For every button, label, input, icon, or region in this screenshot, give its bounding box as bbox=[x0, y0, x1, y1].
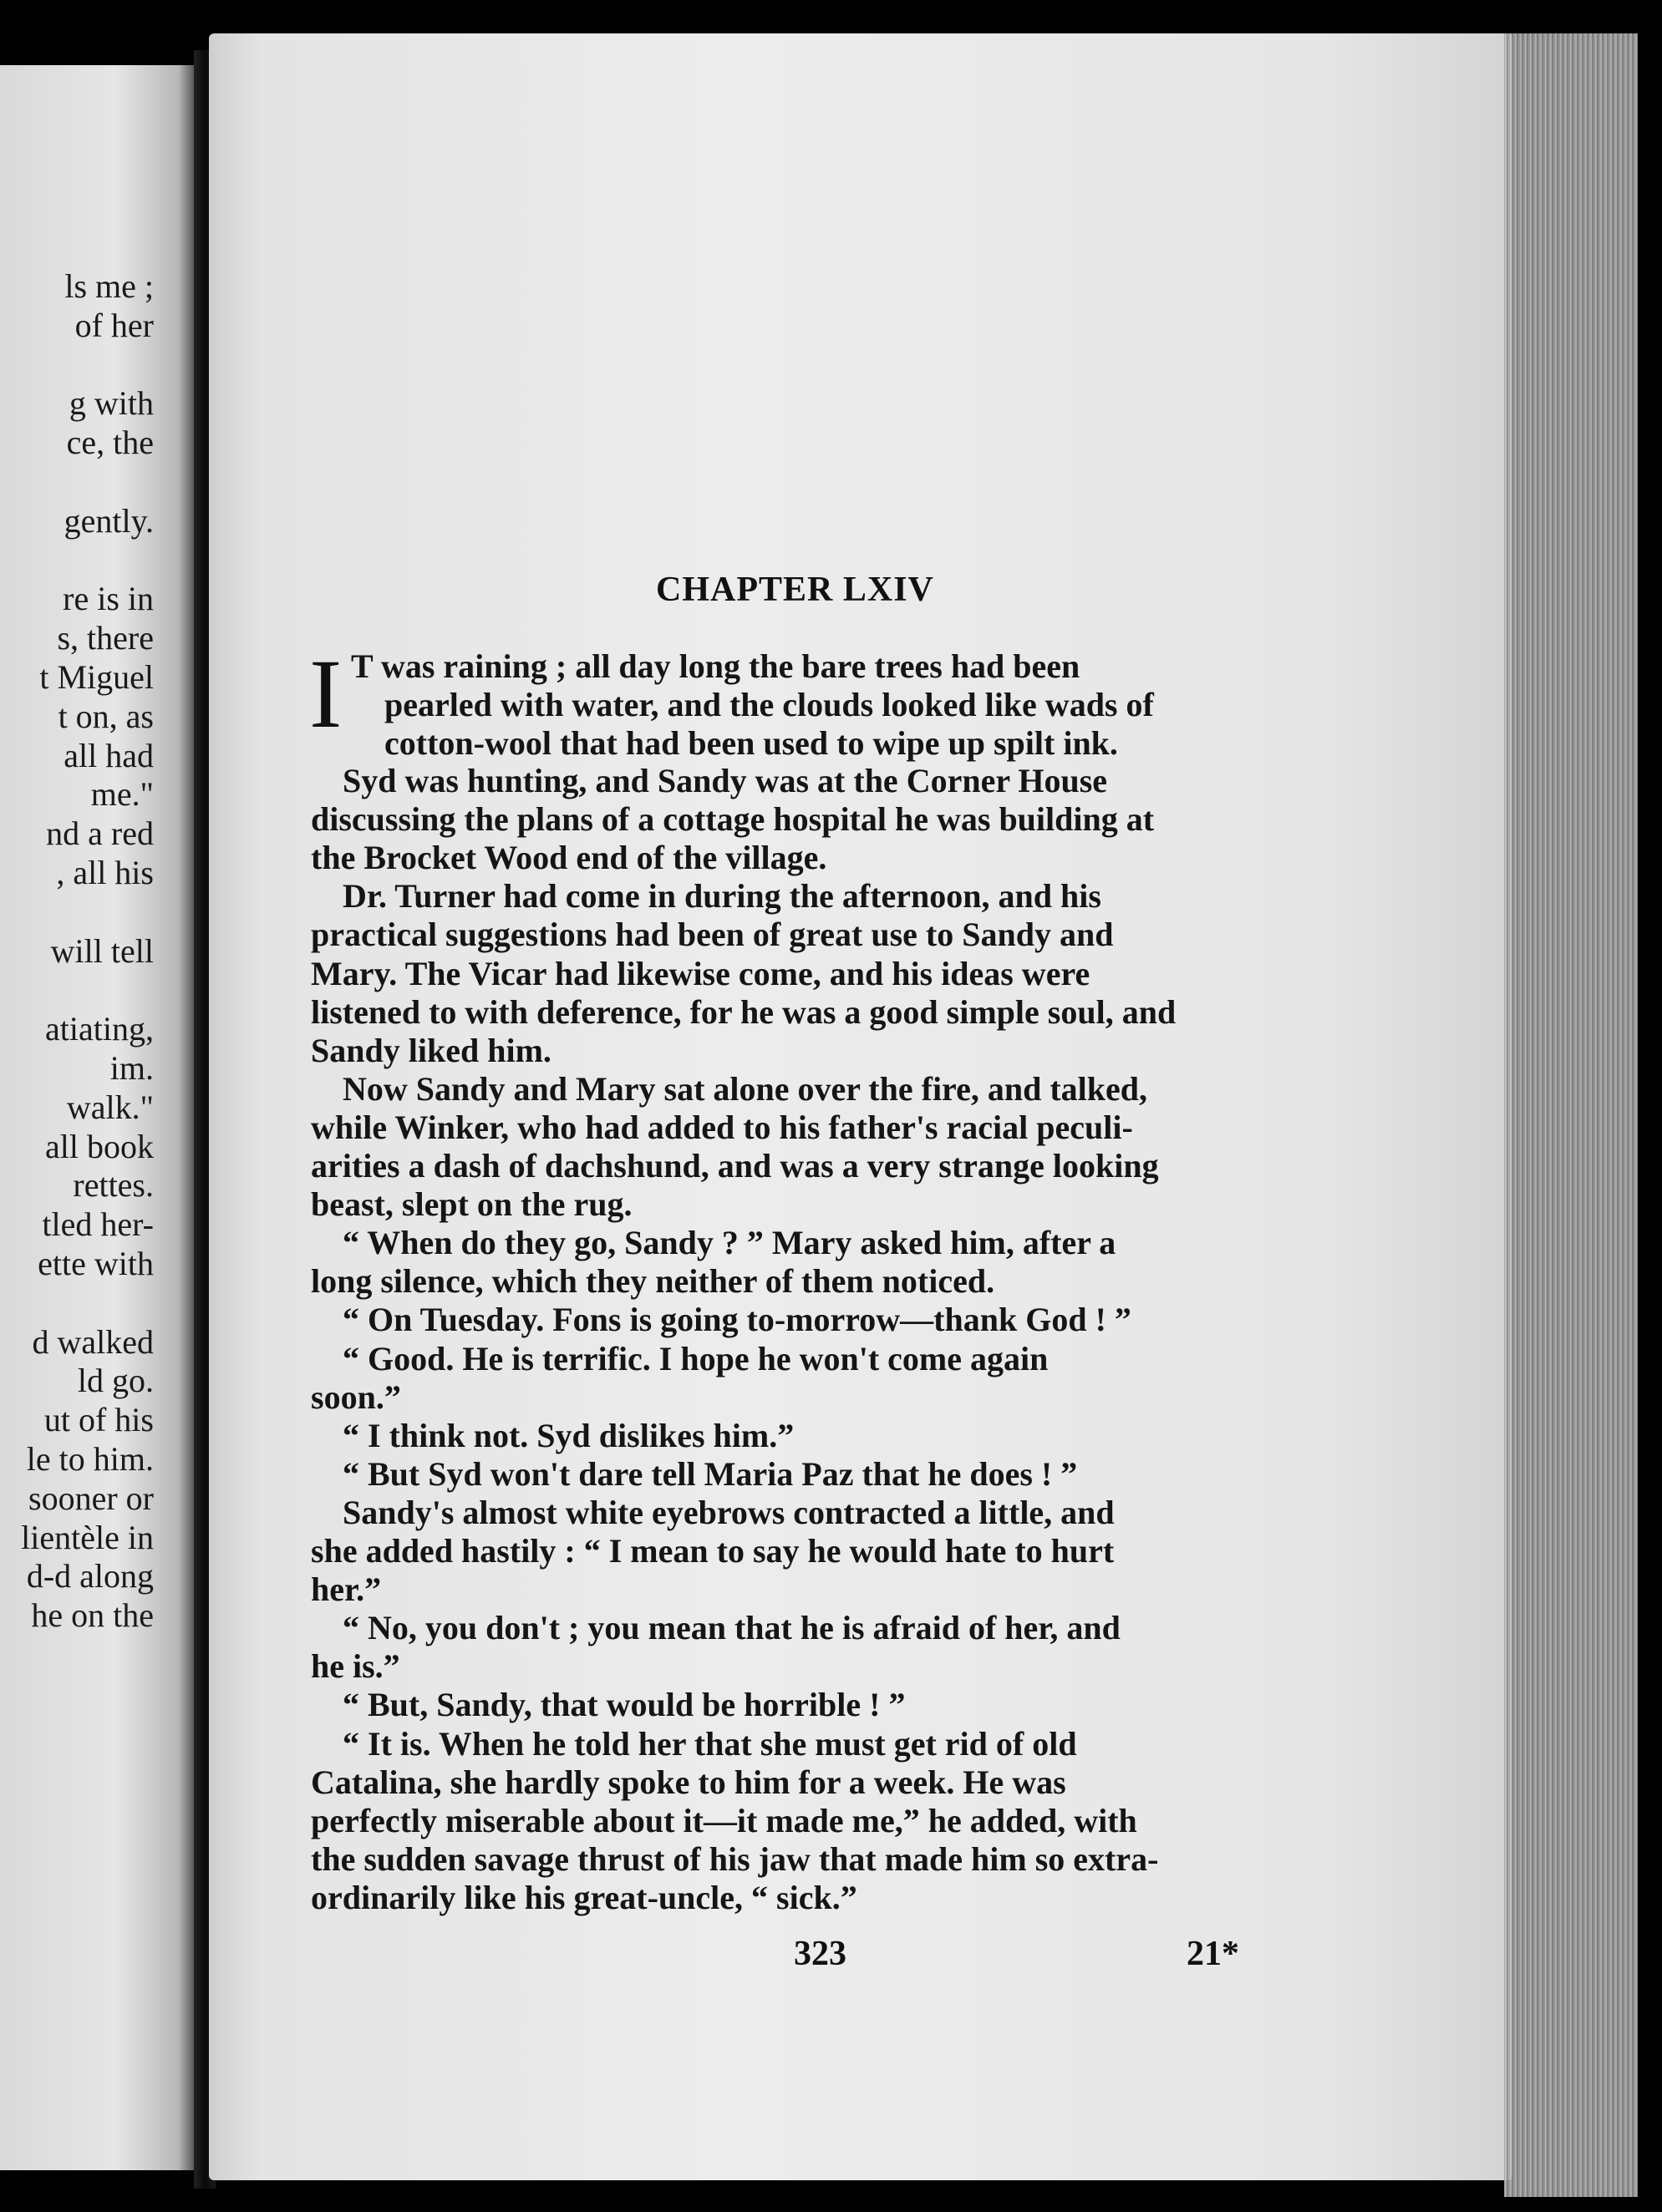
body-line: Syd was hunting, and Sandy was at the Corner House bbox=[343, 762, 1108, 799]
left-page-line: d-d along bbox=[26, 1557, 154, 1596]
left-page-line: g with bbox=[69, 384, 154, 423]
page-number: 323 bbox=[794, 1935, 846, 1973]
left-page-line: nd a red bbox=[46, 814, 154, 853]
left-page-line: im. bbox=[109, 1049, 154, 1087]
body-line: soon.” bbox=[311, 1377, 401, 1416]
left-page-line: t Miguel bbox=[39, 658, 154, 696]
left-page-line: d walked bbox=[32, 1322, 154, 1361]
body-line: the sudden savage thrust of his jaw that made him so extra- bbox=[311, 1839, 1159, 1878]
body-line: Now Sandy and Mary sat alone over the fire, and talked, bbox=[343, 1069, 1148, 1108]
paragraph-line: T was raining ; all day long the bare trees had been bbox=[351, 647, 1080, 685]
body-line: he is.” bbox=[311, 1647, 400, 1686]
left-page-line: of her bbox=[74, 306, 154, 344]
body-line: Mary. The Vicar had likewise come, and his ideas were bbox=[311, 954, 1090, 992]
body-line: Sandy's almost white eyebrows contracted a little, and bbox=[343, 1493, 1115, 1531]
body-line: “ It is. When he told her that she must get rid of old bbox=[343, 1724, 1077, 1763]
left-page-line: atiating, bbox=[45, 1010, 154, 1048]
left-page-line: re is in bbox=[63, 580, 154, 618]
left-page-line: will tell bbox=[50, 931, 154, 970]
body-line: long silence, which they neither of them noticed. bbox=[311, 1262, 995, 1301]
body-line: “ But, Sandy, that would be horrible ! ” bbox=[343, 1686, 906, 1724]
chapter-title: CHAPTER LXIV bbox=[656, 571, 934, 609]
left-page-line: me." bbox=[90, 775, 154, 814]
left-page bbox=[0, 65, 194, 2170]
left-page-line: all had bbox=[64, 736, 154, 774]
body-line: while Winker, who had added to his father's racial peculi- bbox=[311, 1108, 1133, 1146]
page-edges bbox=[1504, 33, 1638, 2197]
body-line: perfectly miserable about it—it made me,” he added, with bbox=[311, 1801, 1137, 1839]
body-line: Catalina, she hardly spoke to him for a week. He was bbox=[311, 1763, 1066, 1801]
body-line: “ But Syd won't dare tell Maria Paz that he does ! ” bbox=[343, 1454, 1078, 1493]
body-line: beast, slept on the rug. bbox=[311, 1185, 633, 1224]
left-page-line: ce, the bbox=[66, 424, 154, 462]
left-page-line: sooner or bbox=[28, 1479, 154, 1517]
left-page-line: all book bbox=[45, 1127, 154, 1165]
body-line: “ No, you don't ; you mean that he is afraid of her, and bbox=[343, 1609, 1121, 1647]
body-line: arities a dash of dachshund, and was a very strange looking bbox=[311, 1147, 1159, 1185]
left-page-line: he on the bbox=[31, 1596, 154, 1635]
body-line: listened to with deference, for he was a good simple soul, and bbox=[311, 992, 1177, 1031]
left-page-line: lientèle in bbox=[21, 1518, 154, 1556]
left-page-line: ld go. bbox=[77, 1362, 154, 1400]
body-line: practical suggestions had been of great use to Sandy and bbox=[311, 916, 1114, 954]
body-line: “ On Tuesday. Fons is going to-morrow—thank God ! ” bbox=[343, 1301, 1131, 1339]
body-line: the Brocket Wood end of the village. bbox=[311, 839, 827, 877]
body-line: “ Good. He is terrific. I hope he won't come again bbox=[343, 1339, 1049, 1377]
left-page-line: tled her- bbox=[42, 1205, 154, 1244]
left-page-line: s, there bbox=[57, 619, 154, 657]
left-page-line: , all his bbox=[56, 854, 154, 891]
drop-cap: I bbox=[309, 639, 343, 748]
signature-mark: 21* bbox=[1187, 1935, 1239, 1973]
left-page-line: ette with bbox=[38, 1245, 154, 1282]
body-line: Sandy liked him. bbox=[311, 1031, 551, 1069]
left-page-line: rettes. bbox=[73, 1166, 154, 1205]
paragraph-line: cotton-wool that had been used to wipe up spilt ink. bbox=[384, 724, 1118, 762]
body-line: Dr. Turner had come in during the afternoon, and his bbox=[343, 877, 1101, 916]
body-line: “ I think not. Syd dislikes him.” bbox=[343, 1416, 795, 1454]
body-line: she added hastily : “ I mean to say he would hate to hurt bbox=[311, 1532, 1115, 1570]
left-page-line: ls me ; bbox=[64, 267, 154, 305]
left-page-line: gently. bbox=[64, 501, 154, 540]
body-line: ordinarily like his great-uncle, “ sick.” bbox=[311, 1878, 857, 1916]
left-page-line: le to him. bbox=[26, 1440, 154, 1478]
body-line: “ When do they go, Sandy ? ” Mary asked him, after a bbox=[343, 1224, 1116, 1262]
paragraph-line: pearled with water, and the clouds looked like wads of bbox=[384, 686, 1154, 723]
left-page-line: ut of his bbox=[43, 1401, 154, 1439]
left-page-line: t on, as bbox=[58, 697, 154, 735]
left-page-line: walk." bbox=[66, 1088, 154, 1126]
body-line: discussing the plans of a cottage hospital he was building at bbox=[311, 800, 1155, 839]
body-line: her.” bbox=[311, 1570, 382, 1609]
